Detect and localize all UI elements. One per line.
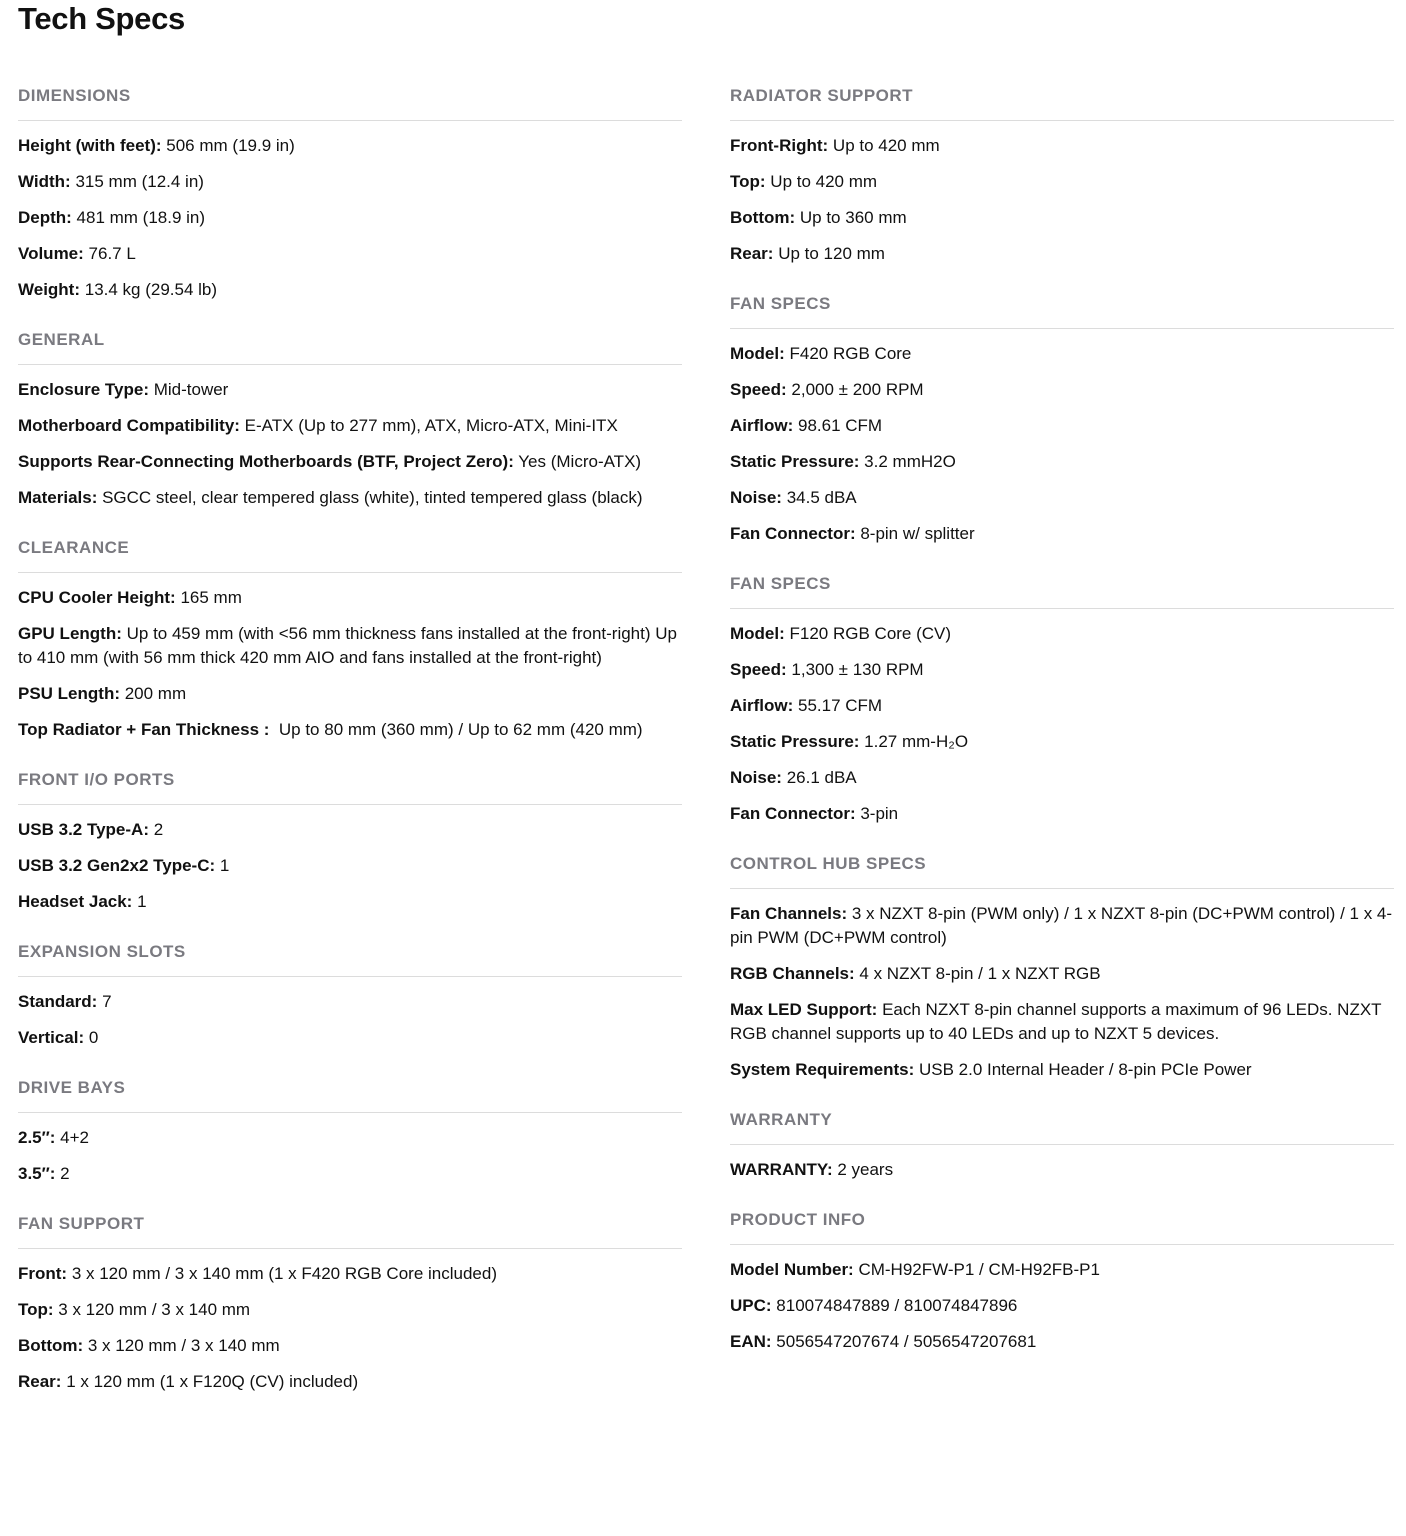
spec-item xyxy=(18,1298,682,1322)
spec-value: 810074847889 / 810074847896 xyxy=(771,1296,1018,1315)
spec-value: 1.27 mm-H₂O xyxy=(859,732,969,751)
spec-value: 165 mm xyxy=(175,588,242,607)
spec-item xyxy=(18,990,682,1014)
spec-label: Speed: xyxy=(730,380,787,399)
spec-item xyxy=(730,1258,1394,1282)
spec-label: Motherboard Compatibility: xyxy=(18,416,240,435)
spec-value: Each NZXT 8-pin channel supports a maximum of 96 LEDs. NZXT RGB channel supports up to 40 LEDs and up to NZXT 5 devices. xyxy=(730,1000,1386,1043)
spec-value: Yes (Micro-ATX) xyxy=(513,452,642,471)
spec-list xyxy=(730,121,1394,266)
spec-value: 8-pin w/ splitter xyxy=(855,524,975,543)
spec-value: 506 mm (19.9 in) xyxy=(161,136,295,155)
spec-list xyxy=(18,977,682,1050)
spec-value: 481 mm (18.9 in) xyxy=(71,208,206,227)
spec-value: 200 mm xyxy=(120,684,187,703)
spec-item xyxy=(730,450,1394,474)
spec-label: USB 3.2 Gen2x2 Type-C: xyxy=(18,856,216,875)
spec-label: USB 3.2 Type-A: xyxy=(18,820,149,839)
spec-item xyxy=(730,694,1394,718)
spec-label: Model: xyxy=(730,624,785,643)
spec-list xyxy=(18,1249,682,1394)
spec-value: 3.2 mmH2O xyxy=(859,452,956,471)
section-heading: EXPANSION SLOTS xyxy=(18,939,682,977)
spec-item xyxy=(730,242,1394,266)
spec-value: Up to 420 mm xyxy=(828,136,940,155)
spec-label: Weight: xyxy=(18,280,81,299)
spec-list xyxy=(730,889,1394,1082)
spec-label: System Requirements: xyxy=(730,1060,915,1079)
section-heading: WARRANTY xyxy=(730,1107,1394,1145)
section-heading: PRODUCT INFO xyxy=(730,1207,1394,1245)
spec-value: 5056547207674 / 5056547207681 xyxy=(771,1332,1037,1351)
spec-item xyxy=(730,1158,1394,1182)
spec-list xyxy=(18,121,682,302)
spec-label: CPU Cooler Height: xyxy=(18,588,176,607)
spec-item xyxy=(18,1262,682,1286)
spec-value: 315 mm (12.4 in) xyxy=(70,172,204,191)
spec-section-radiator-support xyxy=(730,83,1394,266)
spec-label: Model: xyxy=(730,344,785,363)
spec-section-expansion-slots xyxy=(18,939,682,1050)
spec-list xyxy=(18,805,682,914)
spec-label: EAN: xyxy=(730,1332,772,1351)
spec-value: Up to 120 mm xyxy=(773,244,885,263)
spec-section-drive-bays xyxy=(18,1075,682,1186)
spec-section-fan-specs xyxy=(730,571,1394,826)
spec-section-general xyxy=(18,327,682,510)
spec-list xyxy=(18,573,682,742)
spec-item xyxy=(730,766,1394,790)
spec-label: Height (with feet): xyxy=(18,136,162,155)
spec-label: Front-Right: xyxy=(730,136,829,155)
spec-item xyxy=(18,450,682,474)
specs-right-column xyxy=(730,83,1394,1379)
spec-value: 3 x NZXT 8-pin (PWM only) / 1 x NZXT 8-pin (DC+PWM control) / 1 x 4-pin PWM (DC+PWM control) xyxy=(730,904,1393,947)
spec-value: 0 xyxy=(84,1028,99,1047)
spec-item xyxy=(18,1162,682,1186)
section-heading: DRIVE BAYS xyxy=(18,1075,682,1113)
spec-item xyxy=(18,1026,682,1050)
spec-section-product-info xyxy=(730,1207,1394,1354)
spec-value: 55.17 CFM xyxy=(793,696,883,715)
spec-label: Headset Jack: xyxy=(18,892,133,911)
spec-section-dimensions xyxy=(18,83,682,302)
spec-value: 76.7 L xyxy=(83,244,136,263)
spec-list xyxy=(18,1113,682,1186)
spec-label: Depth: xyxy=(18,208,72,227)
spec-label: Volume: xyxy=(18,244,84,263)
spec-label: Rear: xyxy=(730,244,774,263)
spec-item xyxy=(730,802,1394,826)
spec-section-control-hub-specs xyxy=(730,851,1394,1082)
spec-value: 2 years xyxy=(832,1160,894,1179)
spec-label: Supports Rear-Connecting Motherboards (BTF, Project Zero): xyxy=(18,452,514,471)
spec-item xyxy=(18,242,682,266)
spec-item xyxy=(730,378,1394,402)
spec-item xyxy=(18,622,682,670)
spec-label: Airflow: xyxy=(730,696,794,715)
spec-item xyxy=(18,1334,682,1358)
spec-item xyxy=(730,206,1394,230)
spec-list xyxy=(730,1145,1394,1182)
spec-label: Max LED Support: xyxy=(730,1000,878,1019)
spec-label: Bottom: xyxy=(18,1336,84,1355)
spec-label: 2.5″: xyxy=(18,1128,56,1147)
spec-item xyxy=(730,622,1394,646)
spec-label: Top: xyxy=(18,1300,54,1319)
spec-label: Static Pressure: xyxy=(730,732,860,751)
spec-value: 2 xyxy=(149,820,164,839)
spec-label: Bottom: xyxy=(730,208,796,227)
section-heading: FAN SPECS xyxy=(730,291,1394,329)
spec-item xyxy=(730,1330,1394,1354)
spec-value: 98.61 CFM xyxy=(793,416,883,435)
spec-section-fan-support xyxy=(18,1211,682,1394)
spec-item xyxy=(730,658,1394,682)
spec-label: PSU Length: xyxy=(18,684,120,703)
spec-value: 34.5 dBA xyxy=(781,488,857,507)
spec-label: Noise: xyxy=(730,488,782,507)
spec-value: Up to 459 mm (with <56 mm thickness fans installed at the front-right) Up to 410 mm (with 56 mm thick 420 mm AIO and fans installed at the front-right) xyxy=(18,624,682,667)
page-title: Tech Specs xyxy=(18,1,186,36)
spec-section-front-i-o-ports xyxy=(18,767,682,914)
spec-item xyxy=(18,682,682,706)
spec-list xyxy=(18,365,682,510)
spec-value: F420 RGB Core xyxy=(784,344,912,363)
spec-value: 7 xyxy=(97,992,112,1011)
spec-label: Width: xyxy=(18,172,71,191)
spec-item xyxy=(18,718,682,742)
spec-value: Up to 420 mm xyxy=(765,172,878,191)
spec-value: 4 x NZXT 8-pin / 1 x NZXT RGB xyxy=(854,964,1101,983)
spec-item xyxy=(18,206,682,230)
spec-label: Standard: xyxy=(18,992,98,1011)
spec-value: 13.4 kg (29.54 lb) xyxy=(80,280,218,299)
spec-section-warranty xyxy=(730,1107,1394,1182)
spec-item xyxy=(18,854,682,878)
spec-item xyxy=(18,486,682,510)
spec-item xyxy=(18,818,682,842)
spec-value: 3 x 120 mm / 3 x 140 mm xyxy=(83,1336,280,1355)
spec-item xyxy=(730,342,1394,366)
spec-item xyxy=(730,414,1394,438)
section-heading: CONTROL HUB SPECS xyxy=(730,851,1394,889)
spec-value: Mid-tower xyxy=(149,380,229,399)
spec-label: Enclosure Type: xyxy=(18,380,149,399)
spec-item xyxy=(730,134,1394,158)
spec-value: SGCC steel, clear tempered glass (white), tinted tempered glass (black) xyxy=(97,488,643,507)
spec-item xyxy=(730,998,1394,1046)
spec-value: CM-H92FW-P1 / CM-H92FB-P1 xyxy=(853,1260,1100,1279)
spec-label: Rear: xyxy=(18,1372,62,1391)
spec-item xyxy=(18,414,682,438)
spec-list xyxy=(730,1245,1394,1354)
spec-value: 2 xyxy=(55,1164,70,1183)
spec-label: Static Pressure: xyxy=(730,452,860,471)
spec-label: UPC: xyxy=(730,1296,772,1315)
spec-label: Fan Channels: xyxy=(730,904,848,923)
spec-value: 1 xyxy=(132,892,147,911)
spec-value: 1 xyxy=(215,856,230,875)
spec-value: 3-pin xyxy=(855,804,899,823)
section-heading: CLEARANCE xyxy=(18,535,682,573)
spec-label: Materials: xyxy=(18,488,98,507)
spec-value: USB 2.0 Internal Header / 8-pin PCIe Power xyxy=(914,1060,1252,1079)
spec-item xyxy=(18,1126,682,1150)
spec-value: 26.1 dBA xyxy=(781,768,857,787)
section-heading: RADIATOR SUPPORT xyxy=(730,83,1394,121)
spec-item xyxy=(730,730,1394,754)
spec-value: F120 RGB Core (CV) xyxy=(784,624,952,643)
spec-section-fan-specs xyxy=(730,291,1394,546)
spec-label: Noise: xyxy=(730,768,782,787)
spec-item xyxy=(18,1370,682,1394)
spec-list xyxy=(730,329,1394,546)
spec-value: 1,300 ± 130 RPM xyxy=(786,660,924,679)
spec-label: Speed: xyxy=(730,660,787,679)
spec-item xyxy=(730,486,1394,510)
spec-item xyxy=(18,378,682,402)
spec-item xyxy=(730,1058,1394,1082)
section-heading: DIMENSIONS xyxy=(18,83,682,121)
spec-item xyxy=(730,522,1394,546)
spec-label: Vertical: xyxy=(18,1028,85,1047)
spec-item xyxy=(18,170,682,194)
spec-label: Front: xyxy=(18,1264,68,1283)
spec-label: GPU Length: xyxy=(18,624,122,643)
section-heading: FRONT I/O PORTS xyxy=(18,767,682,805)
section-heading: GENERAL xyxy=(18,327,682,365)
spec-label: Model Number: xyxy=(730,1260,854,1279)
spec-item xyxy=(730,170,1394,194)
spec-label: Top Radiator + Fan Thickness : xyxy=(18,720,270,739)
spec-value: Up to 360 mm xyxy=(795,208,907,227)
spec-label: Fan Connector: xyxy=(730,524,856,543)
spec-item xyxy=(18,134,682,158)
spec-label: RGB Channels: xyxy=(730,964,855,983)
spec-list xyxy=(730,609,1394,826)
spec-label: WARRANTY: xyxy=(730,1160,833,1179)
spec-value: 3 x 120 mm / 3 x 140 mm (1 x F420 RGB Core included) xyxy=(67,1264,497,1283)
spec-label: Top: xyxy=(730,172,766,191)
spec-item xyxy=(730,962,1394,986)
spec-value: 3 x 120 mm / 3 x 140 mm xyxy=(53,1300,251,1319)
section-heading: FAN SUPPORT xyxy=(18,1211,682,1249)
spec-item xyxy=(18,890,682,914)
section-heading: FAN SPECS xyxy=(730,571,1394,609)
spec-value: 1 x 120 mm (1 x F120Q (CV) included) xyxy=(61,1372,359,1391)
spec-value: 2,000 ± 200 RPM xyxy=(786,380,924,399)
spec-value: Up to 80 mm (360 mm) / Up to 62 mm (420 mm) xyxy=(269,720,643,739)
spec-label: Airflow: xyxy=(730,416,794,435)
spec-item xyxy=(18,586,682,610)
spec-section-clearance xyxy=(18,535,682,742)
spec-label: 3.5″: xyxy=(18,1164,56,1183)
spec-item xyxy=(730,1294,1394,1318)
spec-item xyxy=(18,278,682,302)
spec-value: E-ATX (Up to 277 mm), ATX, Micro-ATX, Mini-ITX xyxy=(239,416,618,435)
spec-value: 4+2 xyxy=(55,1128,89,1147)
spec-label: Fan Connector: xyxy=(730,804,856,823)
spec-item xyxy=(730,902,1394,950)
specs-left-column xyxy=(18,83,682,1419)
